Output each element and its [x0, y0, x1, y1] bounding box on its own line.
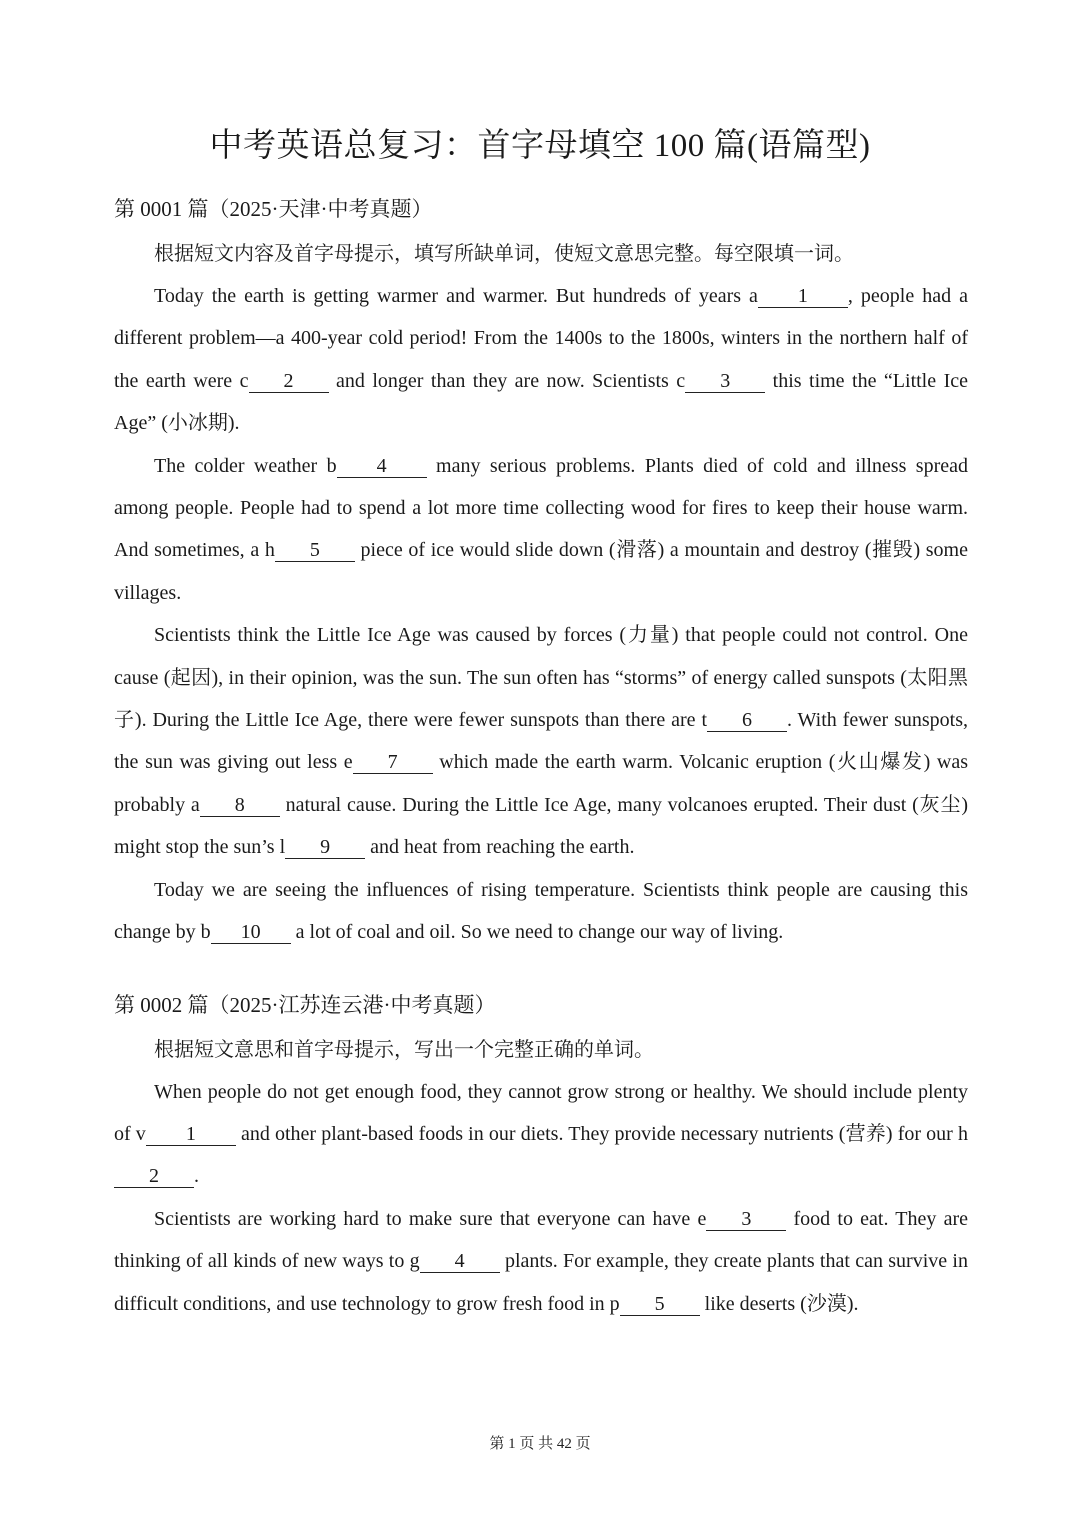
answer-blank[interactable]: 7	[353, 751, 433, 774]
answer-blank[interactable]: 1	[146, 1123, 236, 1146]
section-instruction: 根据短文意思和首字母提示，写出一个完整正确的单词。	[154, 1038, 654, 1061]
section-instruction: 根据短文内容及首字母提示，填写所缺单词，使短文意思完整。每空限填一词。	[154, 243, 854, 265]
answer-blank[interactable]: 4	[337, 455, 427, 478]
answer-blank[interactable]: 5	[275, 539, 355, 562]
page-footer: 第 1 页 共 42 页	[489, 1436, 591, 1452]
answer-blank[interactable]: 4	[420, 1250, 500, 1273]
page-title: 中考英语总复习：首字母填空 100 篇(语篇型)	[209, 128, 871, 164]
answer-blank[interactable]: 1	[758, 285, 848, 308]
answer-blank[interactable]: 2	[114, 1165, 194, 1188]
passage-paragraph: Scientists are working hard to make sure that everyone can have e 3 food to eat. They are thinking of all kinds of new ways to g 4 plants. For example, they create plants that can survive in difficult conditions, and use technology to grow fresh food in p 5 like deserts (沙漠).	[114, 1207, 968, 1315]
answer-blank[interactable]: 2	[249, 370, 329, 393]
section-heading-0002: 第 0002 篇（2025·江苏连云港·中考真题）	[114, 992, 496, 1017]
answer-blank[interactable]: 6	[707, 709, 787, 732]
answer-blank[interactable]: 5	[620, 1293, 700, 1316]
passage-paragraph: The colder weather b 4 many serious problems. Plants died of cold and illness spread among people. People had to spend a lot more time collecting wood for fires to keep their house warm. And sometimes, a h 5 piece of ice would slide down (滑落) a mountain and destroy (摧毁) some villages.	[114, 454, 968, 604]
passage-paragraph: Scientists think the Little Ice Age was caused by forces (力量) that people could not control. One cause (起因), in their opinion, was the sun. The sun often has “storms” of energy called sunspots (太阳黑子). During the Little Ice Age, there were fewer sunspots than there are t 6 . With fewer sunspots, the sun was giving out less e 7 which made the earth warm. Volcanic eruption (火山爆发) was probably a 8 natural cause. During the Little Ice Age, many volcanoes erupted. Their dust (灰尘) might stop the sun’s l 9 and heat from reaching the earth.	[114, 624, 968, 859]
document-body	[114, 191, 968, 1325]
answer-blank[interactable]: 3	[685, 370, 765, 393]
passage-paragraph: When people do not get enough food, they cannot grow strong or healthy. We should include plenty of v 1 and other plant-based foods in our diets. They provide necessary nutrients (营养) for our h2 .	[114, 1080, 968, 1188]
answer-blank[interactable]: 8	[200, 794, 280, 817]
answer-blank[interactable]: 9	[285, 836, 365, 859]
answer-blank[interactable]: 3	[706, 1208, 786, 1231]
passage-paragraph: Today the earth is getting warmer and warmer. But hundreds of years a 1 , people had a different problem—a 400-year cold period! From the 1400s to the 1800s, winters in the northern half of the earth were c 2 and longer than they are now. Scientists c 3 this time the “Little Ice Age” (小冰期).	[114, 285, 968, 435]
passage-paragraph: Today we are seeing the influences of rising temperature. Scientists think people are causing this change by b 10 a lot of coal and oil. So we need to change our way of living.	[114, 878, 968, 944]
answer-blank[interactable]: 10	[211, 921, 291, 944]
section-heading-0001: 第 0001 篇（2025·天津·中考真题）	[114, 197, 433, 221]
